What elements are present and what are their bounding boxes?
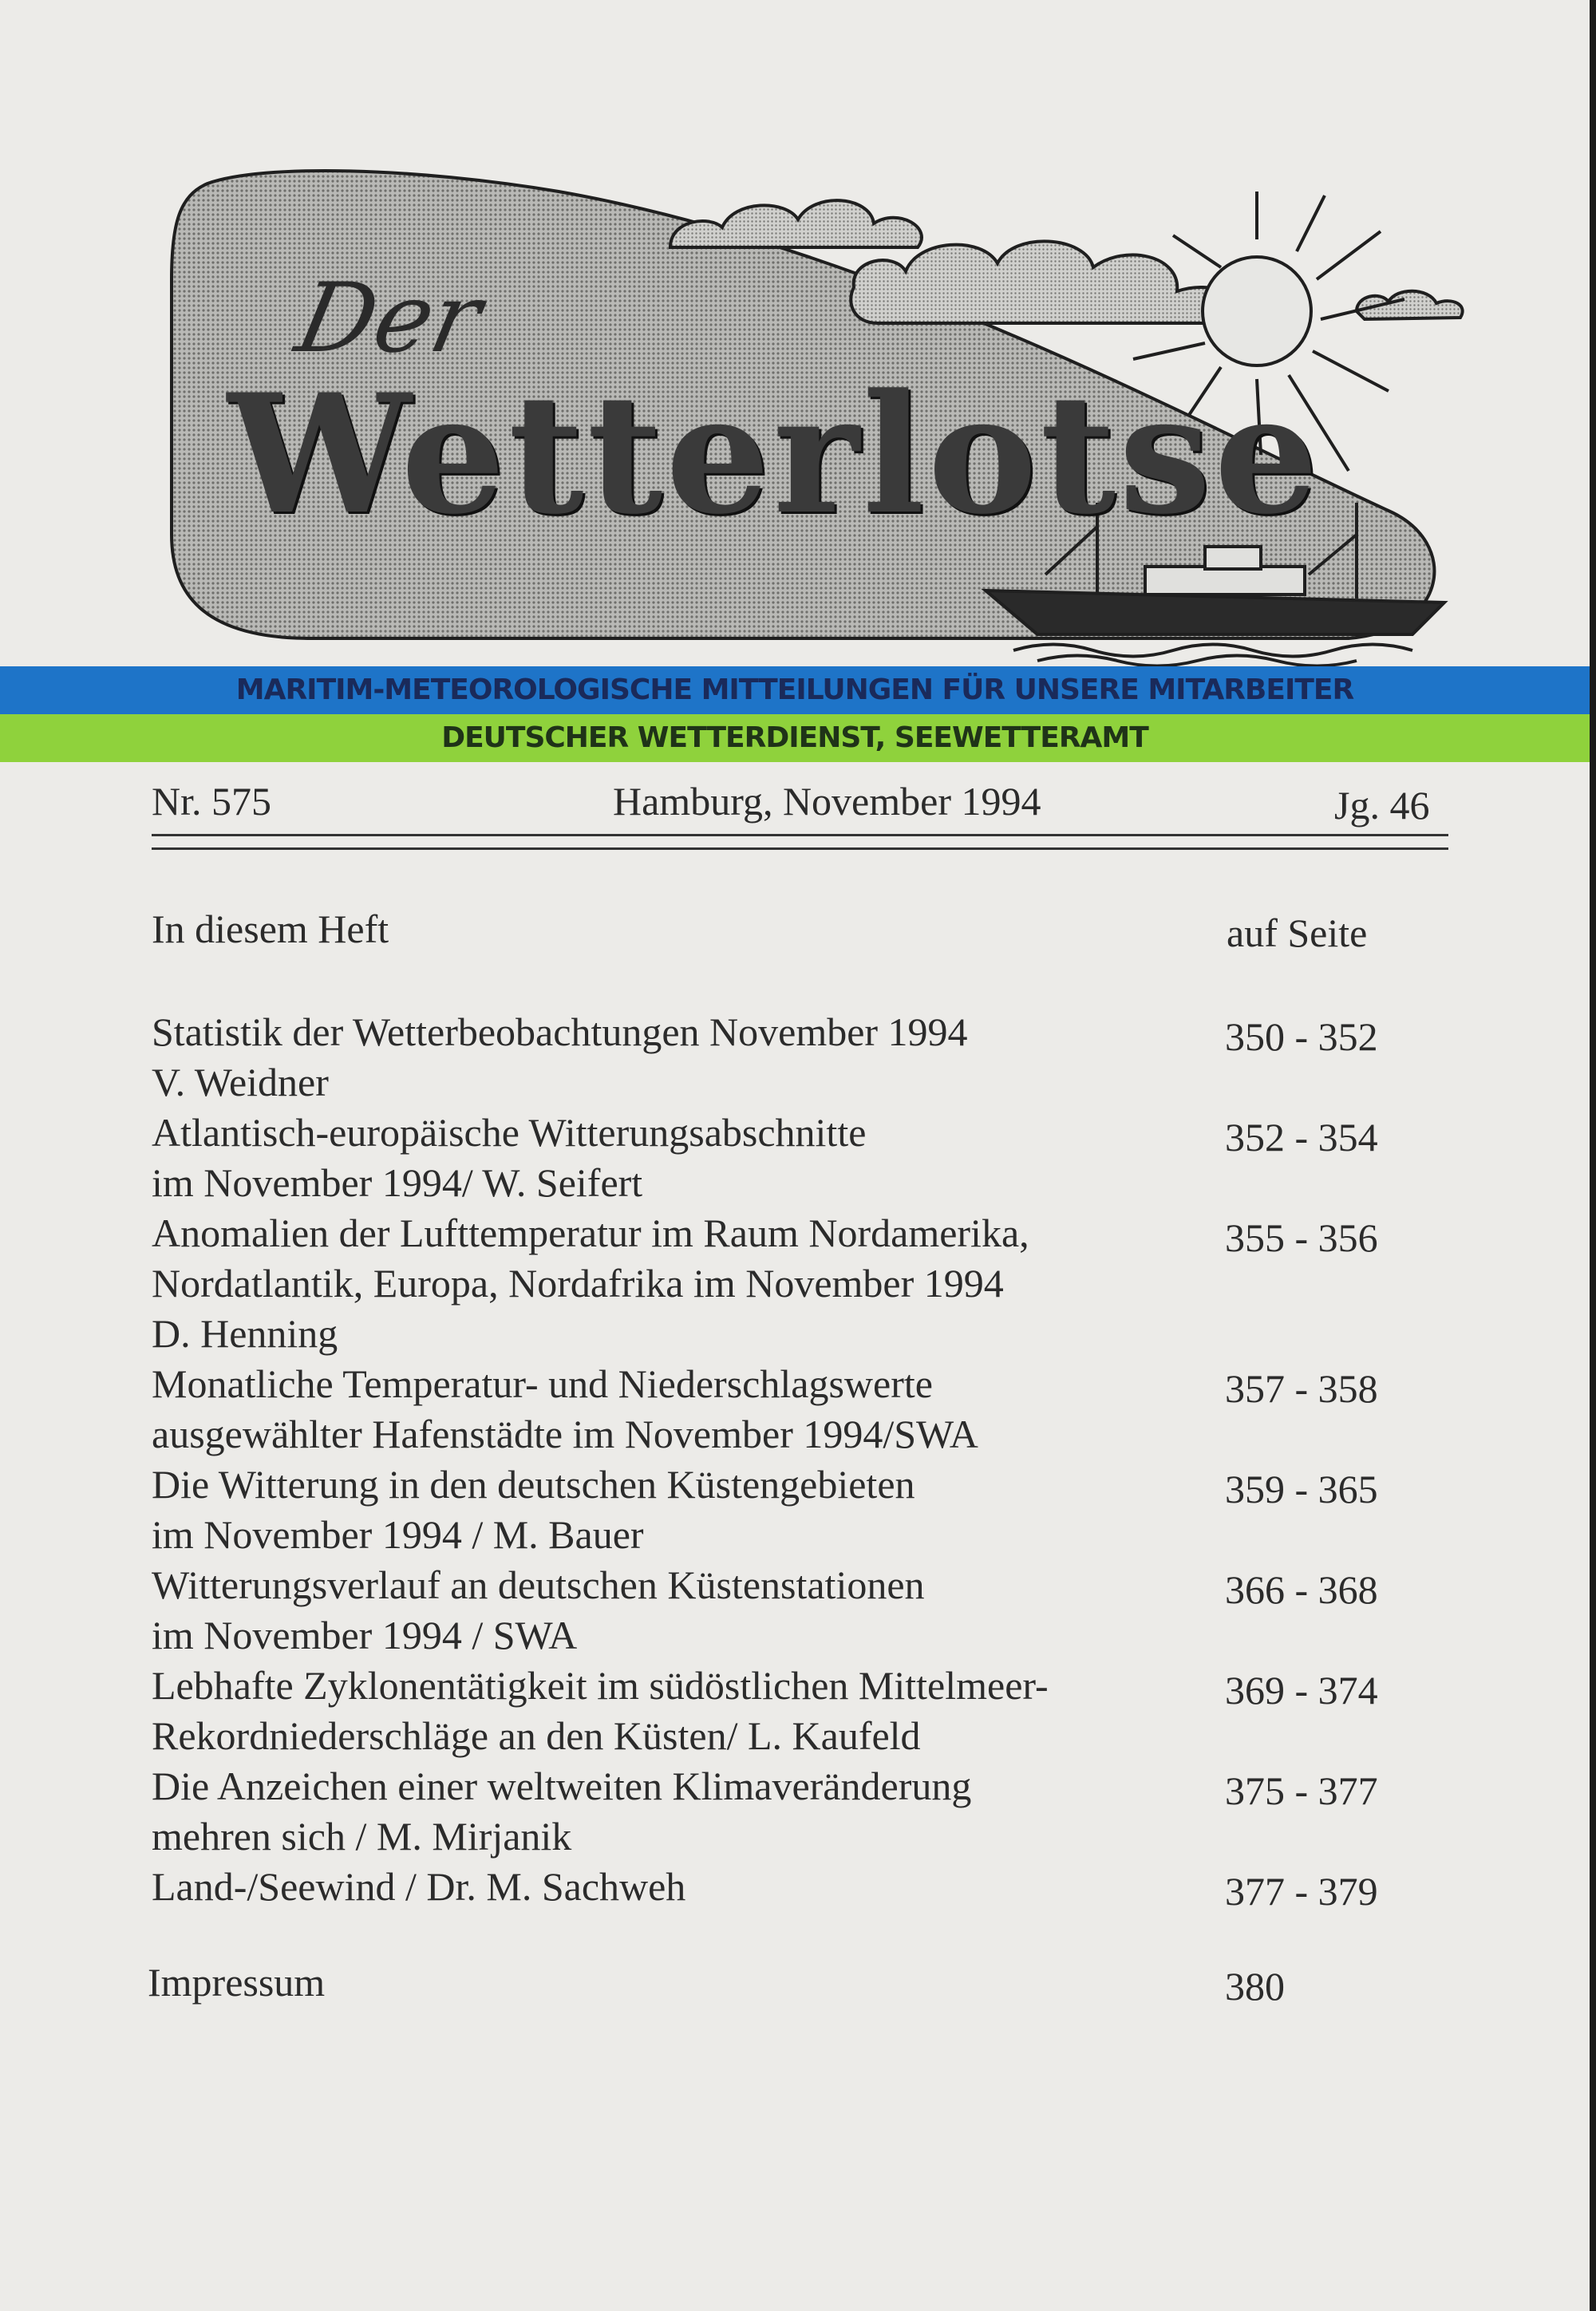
impressum-label: Impressum (148, 1960, 326, 2005)
toc-entry-line: Monatliche Temperatur- und Niederschlagswerte (152, 1361, 933, 1406)
toc-entry-title (152, 1460, 915, 1560)
toc-entry-pages: 377 - 379 (1225, 1869, 1378, 1914)
logo-title: Wetterlotse (227, 359, 1321, 551)
toc-entry-line: im November 1994/ W. Seifert (152, 1160, 643, 1205)
toc-entry-pages: 369 - 374 (1225, 1668, 1378, 1713)
toc-entry-line: Land-/Seewind / Dr. M. Sachweh (152, 1864, 686, 1909)
impressum-pages: 380 (1225, 1964, 1285, 2009)
issue-number: Nr. 575 (152, 779, 271, 824)
toc-entry-line: Die Witterung in den deutschen Küstengebieten (152, 1462, 915, 1507)
tagline-blue: MARITIM-METEOROLOGISCHE MITTEILUNGEN FÜR UNSERE MITARBEITER (0, 666, 1590, 714)
toc-entry-pages: 350 - 352 (1225, 1014, 1378, 1059)
masthead (0, 160, 1590, 670)
toc-entry-pages: 359 - 365 (1225, 1467, 1378, 1511)
toc-entry-title (152, 1108, 866, 1208)
toc-entry-line: D. Henning (152, 1311, 338, 1356)
toc-entry-line: Atlantisch-europäische Witterungsabschnitte (152, 1110, 867, 1155)
toc-entry-title (152, 1761, 971, 1862)
toc-pages-heading: auf Seite (1227, 911, 1368, 955)
issue-place-date: Hamburg, November 1994 (613, 779, 1041, 824)
toc-entry-title (152, 1661, 1049, 1761)
tagline-green: DEUTSCHER WETTERDIENST, SEEWETTERAMT (0, 714, 1590, 762)
toc-entry-line: Anomalien der Lufttemperatur im Raum Nordamerika, (152, 1211, 1029, 1255)
toc-entry-line: V. Weidner (152, 1060, 329, 1104)
toc-entry-line: Witterungsverlauf an deutschen Küstenstationen (152, 1562, 925, 1607)
toc-entry-title (152, 1007, 968, 1108)
double-rule-divider (152, 834, 1448, 850)
toc-entry-line: Statistik der Wetterbeobachtungen November 1994 (152, 1009, 968, 1054)
toc-entry-pages: 375 - 377 (1225, 1768, 1378, 1813)
toc-entry-line: Die Anzeichen einer weltweiten Klimaveränderung (152, 1764, 972, 1808)
toc-entry-pages: 357 - 358 (1225, 1366, 1378, 1411)
logo-der: Der (287, 263, 491, 374)
toc-entry-line: Lebhafte Zyklonentätigkeit im südöstlichen Mittelmeer- (152, 1663, 1049, 1708)
toc-entry-line: im November 1994 / M. Bauer (152, 1512, 644, 1557)
toc-entry-pages: 366 - 368 (1225, 1567, 1378, 1612)
issue-volume: Jg. 46 (1334, 783, 1430, 828)
toc-heading: In diesem Heft (152, 907, 389, 951)
toc-entry-line: ausgewählter Hafenstädte im November 1994/SWA (152, 1412, 978, 1456)
toc-entry-pages: 352 - 354 (1225, 1115, 1378, 1159)
toc-entry-title (152, 1359, 978, 1460)
toc-entry-title (152, 1560, 925, 1661)
toc-entry-line: Nordatlantik, Europa, Nordafrika im November 1994 (152, 1261, 1004, 1306)
toc-entry-title (152, 1862, 685, 1912)
toc-entry-line: mehren sich / M. Mirjanik (152, 1814, 572, 1859)
toc-entry-line: im November 1994 / SWA (152, 1613, 578, 1657)
page-edge (1590, 0, 1596, 2311)
toc-entry-pages: 355 - 356 (1225, 1215, 1378, 1260)
toc-entry-title (152, 1208, 1029, 1359)
toc-entry-line: Rekordniederschläge an den Küsten/ L. Kaufeld (152, 1713, 921, 1758)
